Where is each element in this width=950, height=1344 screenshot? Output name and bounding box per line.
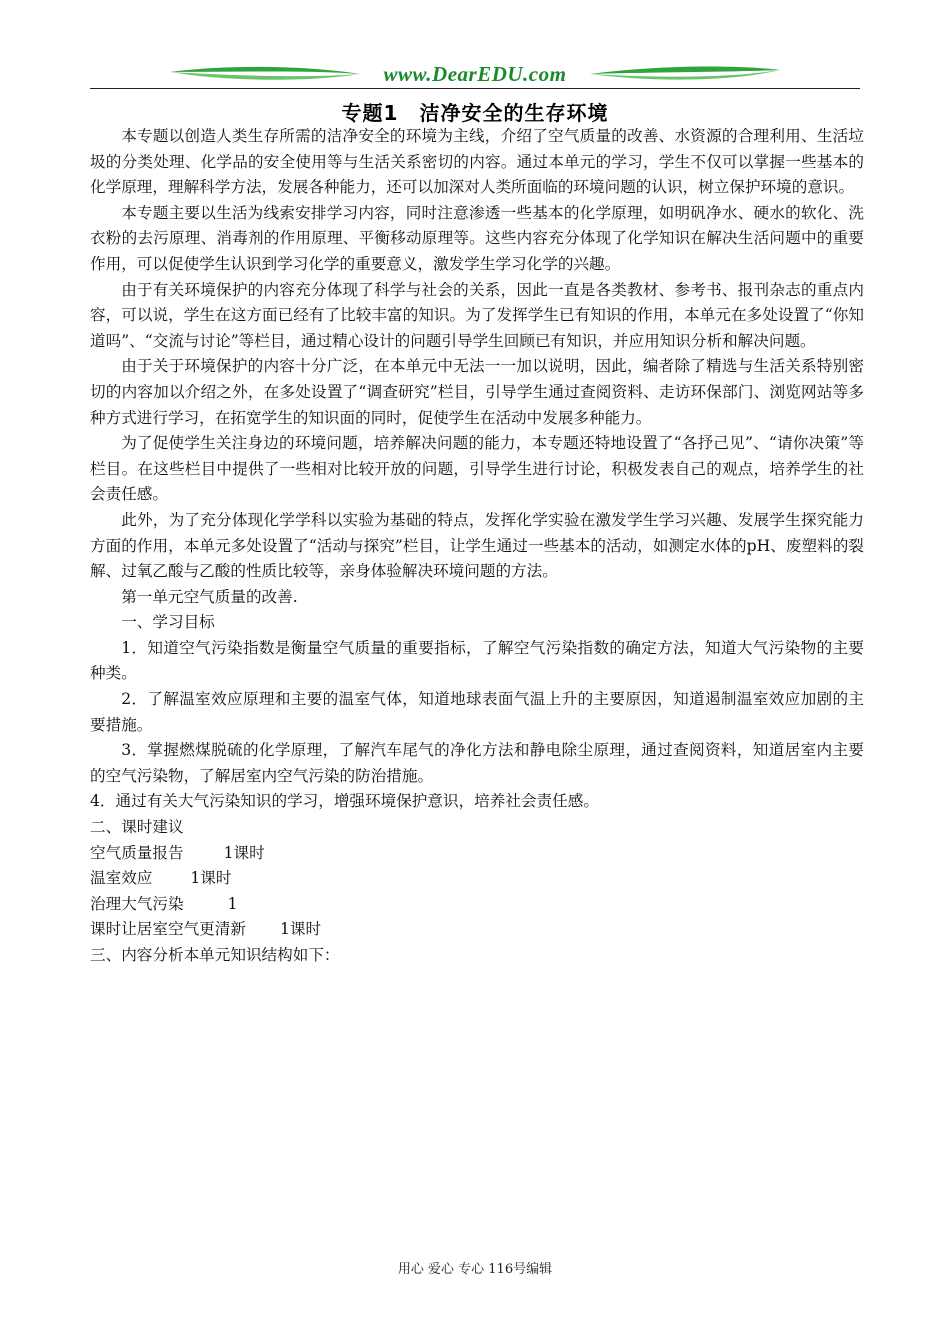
schedule-row: [90, 866, 864, 892]
paragraph-intro-3: 由于有关环境保护的内容充分体现了科学与社会的关系，因此一直是各类教材、参考书、报刊杂志的重点内容，可以说，学生在这方面已经有了比较丰富的知识。为了发挥学生已有知识的作用，本单元在多处设置了“你知道吗”、“交流与讨论”等栏目，通过精心设计的问题引导学生回顾已有知识，并应用知识分析和解决问题。: [90, 280, 864, 350]
schedule-hours: 1课时: [190, 869, 232, 888]
schedule-topic: 温室效应: [90, 869, 153, 888]
unit-heading: 第一单元空气质量的改善.: [121, 587, 298, 606]
section-heading-goals: 一、学习目标: [121, 613, 215, 632]
schedule-topic: 空气质量报告: [90, 843, 184, 862]
paragraph-intro-2: 本专题主要以生活为线索安排学习内容，同时注意渗透一些基本的化学原理，如明矾净水、硬水的软化、洗衣粉的去污原理、消毒剂的作用原理、平衡移动原理等。这些内容充分体现了化学知识在解决生活问题中的重要作用，可以促使学生认识到学习化学的重要意义，激发学生学习化学的兴趣。: [90, 203, 864, 273]
schedule-row: [90, 841, 864, 867]
goal-item-4: 4．通过有关大气污染知识的学习，增强环境保护意识，培养社会责任感。: [90, 792, 599, 811]
site-url: www.DearEDU.com: [383, 62, 567, 86]
header-divider: [90, 88, 860, 89]
schedule-topic: 课时让居室空气更清新: [90, 920, 246, 939]
site-header-banner: [90, 60, 860, 90]
schedule-hours: 1: [227, 894, 238, 913]
page-footer: 用心 爱心 专心 116号编辑: [397, 1262, 553, 1277]
goal-item-3: 3．掌握燃煤脱硫的化学原理，了解汽车尾气的净化方法和静电除尘原理，通过查阅资料，知道居室内主要的空气污染物，了解居室内空气污染的防治措施。: [90, 741, 864, 785]
schedule-row: [90, 892, 864, 918]
paragraph-intro-1: 本专题以创造人类生存所需的洁净安全的环境为主线，介绍了空气质量的改善、水资源的合理利用、生活垃圾的分类处理、化学品的安全使用等与生活关系密切的内容。通过本单元的学习，学生不仅可以掌握一些基本的化学原理，理解科学方法，发展各种能力，还可以加深对人类所面临的环境问题的认识，树立保护环境的意识。: [90, 127, 864, 197]
paragraph-intro-4: 由于关于环境保护的内容十分广泛，在本单元中无法一一加以说明，因此，编者除了精选与生活关系特别密切的内容加以介绍之外，在多处设置了“调查研究”栏目，引导学生通过查阅资料、走访环保部门、浏览网站等多种方式进行学习，在拓宽学生的知识面的同时，促使学生在活动中发展多种能力。: [90, 357, 864, 427]
paragraph-intro-6: 此外，为了充分体现化学学科以实验为基础的特点，发挥化学实验在激发学生学习兴趣、发展学生探究能力方面的作用，本单元多处设置了“活动与探究”栏目，让学生通过一些基本的活动，如测定水体的pH、废塑料的裂解、过氧乙酸与乙酸的性质比较等，亲身体验解决环境问题的方法。: [90, 510, 864, 581]
paragraph-intro-5: 为了促使学生关注身边的环境问题，培养解决问题的能力，本专题还特地设置了“各抒己见”、“请你决策”等栏目。在这些栏目中提供了一些相对比较开放的问题，引导学生进行讨论，积极发表自己的观点，培养学生的社会责任感。: [90, 434, 864, 504]
schedule-hours: 1课时: [223, 843, 265, 862]
section-heading-schedule: 二、课时建议: [90, 818, 184, 837]
goal-item-1: 1．知道空气污染指数是衡量空气质量的重要指标，了解空气污染指数的确定方法，知道大气污染物的主要种类。: [90, 638, 864, 683]
schedule-topic: 治理大气污染: [90, 894, 184, 913]
document-body: [90, 124, 864, 969]
page-title: 专题1 洁净安全的生存环境: [341, 101, 609, 125]
section-heading-content: 三、内容分析本单元知识结构如下：: [90, 946, 340, 964]
schedule-hours: 1课时: [279, 920, 322, 939]
goal-item-2: 2．了解温室效应原理和主要的温室气体，知道地球表面气温上升的主要原因，知道遏制温室效应加剧的主要措施。: [90, 690, 864, 734]
schedule-row: [90, 917, 864, 943]
